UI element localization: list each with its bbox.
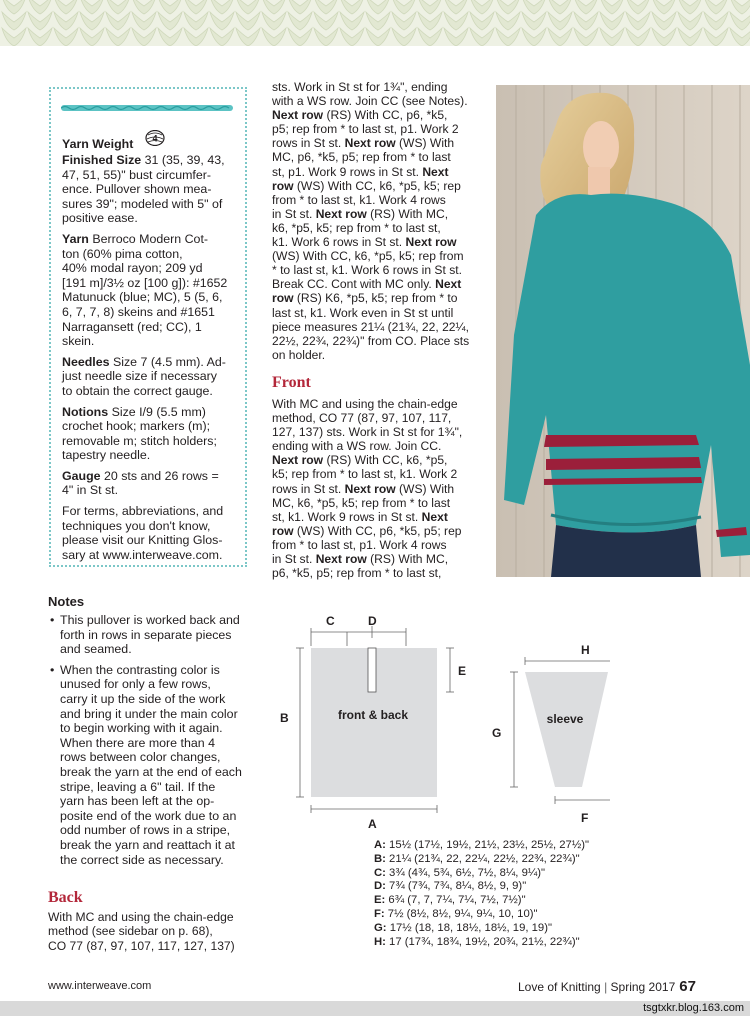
label-b: B — [280, 711, 289, 725]
magazine-title: Love of Knitting — [518, 980, 601, 994]
notes-item-1 — [48, 613, 258, 657]
yarn-info: Yarn Berroco Modern Cot- ton (60% pima cotton, 40% modal rayon; 209 yd [191 m]/3½ oz [100 g]): #1652 Matunuck (blue; MC), 5 (5, 6, 6, 7, 7, 8) skeins and #1651 Narragansett (red; CC), 1 skein. — [62, 231, 228, 349]
back-line: With MC and using the chain-edge — [48, 910, 234, 924]
front-section — [272, 374, 477, 580]
notes-item-1-line: and seamed. — [60, 642, 132, 657]
knit-stitch-header-band — [0, 0, 750, 46]
gauge-info: Gauge 20 sts and 26 rows = 4" in St st. — [62, 468, 219, 498]
label-h: H — [581, 643, 590, 657]
sidebar-specs — [62, 153, 242, 568]
notes-section — [48, 594, 258, 873]
page-number: 67 — [679, 978, 696, 995]
label-e: E — [458, 664, 467, 678]
footer-separator: | — [600, 980, 611, 994]
model-photo — [496, 85, 750, 577]
label-c: C — [326, 614, 335, 628]
label-d: D — [368, 614, 377, 628]
sleeve-label: sleeve — [546, 712, 584, 726]
yarn-weight-label: Yarn Weight — [62, 137, 134, 151]
label-a: A — [368, 817, 377, 831]
back-line: method (see sidebar on p. 68), — [48, 924, 213, 939]
notes-item-2-line: carry it up the side of the work — [60, 691, 226, 706]
back-section — [48, 889, 258, 953]
terms-info: For terms, abbreviations, and techniques you don't know, please visit our Knitting Glos- sary at www.interweave.com. — [62, 504, 224, 562]
needles-info: Needles Size 7 (4.5 mm). Ad- just needle size if necessary to obtain the correct gauge. — [62, 354, 226, 398]
back-line: CO 77 (87, 97, 107, 117, 127, 137) — [48, 938, 235, 953]
label-f: F — [581, 811, 589, 825]
neck-slit — [368, 648, 376, 692]
watermark-bar — [0, 1001, 750, 1016]
measurement-row: E: 6¾ (7, 7, 7¼, 7¼, 7½, 7½)" — [374, 894, 526, 907]
svg-text:4: 4 — [152, 133, 158, 144]
yarn-ball-icon — [145, 130, 165, 146]
measurement-row: G: 17½ (18, 18, 18½, 18½, 19, 19)" — [374, 921, 552, 934]
notes-item-2-line: stripe, leaving a 6" tail. If the — [60, 779, 216, 794]
notes-item-2-line: and bring it under the main color — [60, 706, 238, 721]
back-instructions — [48, 910, 258, 953]
footer-magazine — [518, 978, 696, 995]
finished-size: Finished Size 31 (35, 39, 43, 47, 51, 55)" bust circumfer- ence. Pullover shown mea- sures 39"; modeled with 5" of positive ease. — [62, 153, 225, 226]
back-instructions-continued: sts. Work in St st for 1¾", ending with a WS row. Join CC (see Notes). Next row (RS) With CC, p6, *k5, p5; rep from * to last st, p1. Work 2 rows in St st. Next row (WS) With MC, p6, *k5, p5; rep from * to last st, p1. Work 9 rows in St st. Next row (WS) With CC, k6, *p5, k5; rep from * to last st, k1. Work 4 rows in St st. Next row (RS) With MC, k6, *p5, k5; rep from * to last st, k1. Work 6 rows in St st. Next row (WS) With CC, k6, *p5, k5; rep from * to last st, k1. Work 6 rows in St st. Break CC. Cont with MC only. Next row (RS) K6, *p5, k5; rep from * to last st, k1. Work even in St st until piece measures 21¼ (21¾, 22, 22¼, 22½, 22¾, 22¾)" from CO. Place sts on holder. — [272, 80, 470, 362]
watermark-text: tsgtxkr.blog.163.com — [643, 1002, 744, 1014]
notes-item-2-line: yarn has been left at the op- — [60, 794, 215, 809]
notes-item-2-line: rows between color changes, — [60, 750, 221, 765]
measurement-row: A: 15½ (17½, 19½, 21½, 23½, 25½, 27½)" — [374, 839, 590, 851]
notes-item-1-line: forth in rows in separate pieces — [60, 627, 232, 642]
notes-item-2-line: break the yarn and reattach it at — [60, 837, 235, 852]
notions-info: Notions Size I/9 (5.5 mm) crochet hook; markers (m); removable m; stitch holders; tapestry needle. — [62, 404, 217, 463]
notes-item-1-line: This pullover is worked back and — [60, 613, 240, 627]
notes-heading: Notes — [48, 594, 85, 609]
measurements-list — [374, 839, 704, 949]
measurement-row: D: 7¾ (7¾, 7¾, 8¼, 8½, 9, 9)" — [374, 880, 527, 893]
front-heading: Front — [272, 374, 311, 391]
front-back-label: front & back — [337, 708, 409, 722]
notes-item-2-line: posite end of the work due to an — [60, 808, 237, 823]
front-instructions: With MC and using the chain-edge method, CO 77 (87, 97, 107, 117, 127, 137) sts. Work in St st for 1¾", ending with a WS row. Join CC. Next row (RS) With CC, k6, *p5, k5; rep from * to last st, k1. Work 2 rows in St st. Next row (WS) With MC, k6, *p5, k5; rep from * to last st, k1. Work 9 rows in St st. Next row (WS) With CC, p6, *k5, p5; rep from * to last st, p1. Work 4 rows in St st. Next row (RS) With MC, p6, *k5, p5; rep from * to last st, — [272, 397, 463, 581]
notes-item-2-line: When the contrasting color is — [60, 662, 220, 677]
label-g: G — [492, 726, 502, 740]
sleeve-piece — [525, 672, 608, 787]
footer-url: www.interweave.com — [48, 980, 152, 992]
measurement-row: H: 17 (17¾, 18¾, 19½, 20¾, 21½, 22¾)" — [374, 935, 580, 948]
notes-item-2-line: break the yarn at the end of each — [60, 764, 242, 779]
notes-item-2 — [48, 663, 258, 867]
issue-label: Spring 2017 — [610, 980, 676, 994]
back-heading: Back — [48, 889, 83, 906]
measurement-row: C: 3¾ (4¾, 5¾, 6½, 7½, 8¼, 9¼)" — [374, 866, 546, 879]
yarn-sample-strand — [61, 105, 233, 111]
notes-item-2-line: When there are more than 4 — [60, 735, 215, 750]
notes-item-2-line: unused for only a few rows, — [60, 677, 211, 692]
notes-item-2-line: to begin working with it again. — [60, 721, 223, 736]
yarn-weight-badge — [145, 130, 165, 150]
notes-item-2-line: the correct side as necessary. — [60, 852, 224, 867]
measurement-row: B: 21¼ (21¾, 22, 22¼, 22½, 22¾, 22¾)" — [374, 852, 580, 865]
notes-item-2-line: odd number of rows in a stripe, — [60, 823, 231, 838]
schematic-diagram — [270, 606, 610, 834]
measurement-row: F: 7½ (8½, 8½, 9¼, 9¼, 10, 10)" — [374, 907, 538, 920]
